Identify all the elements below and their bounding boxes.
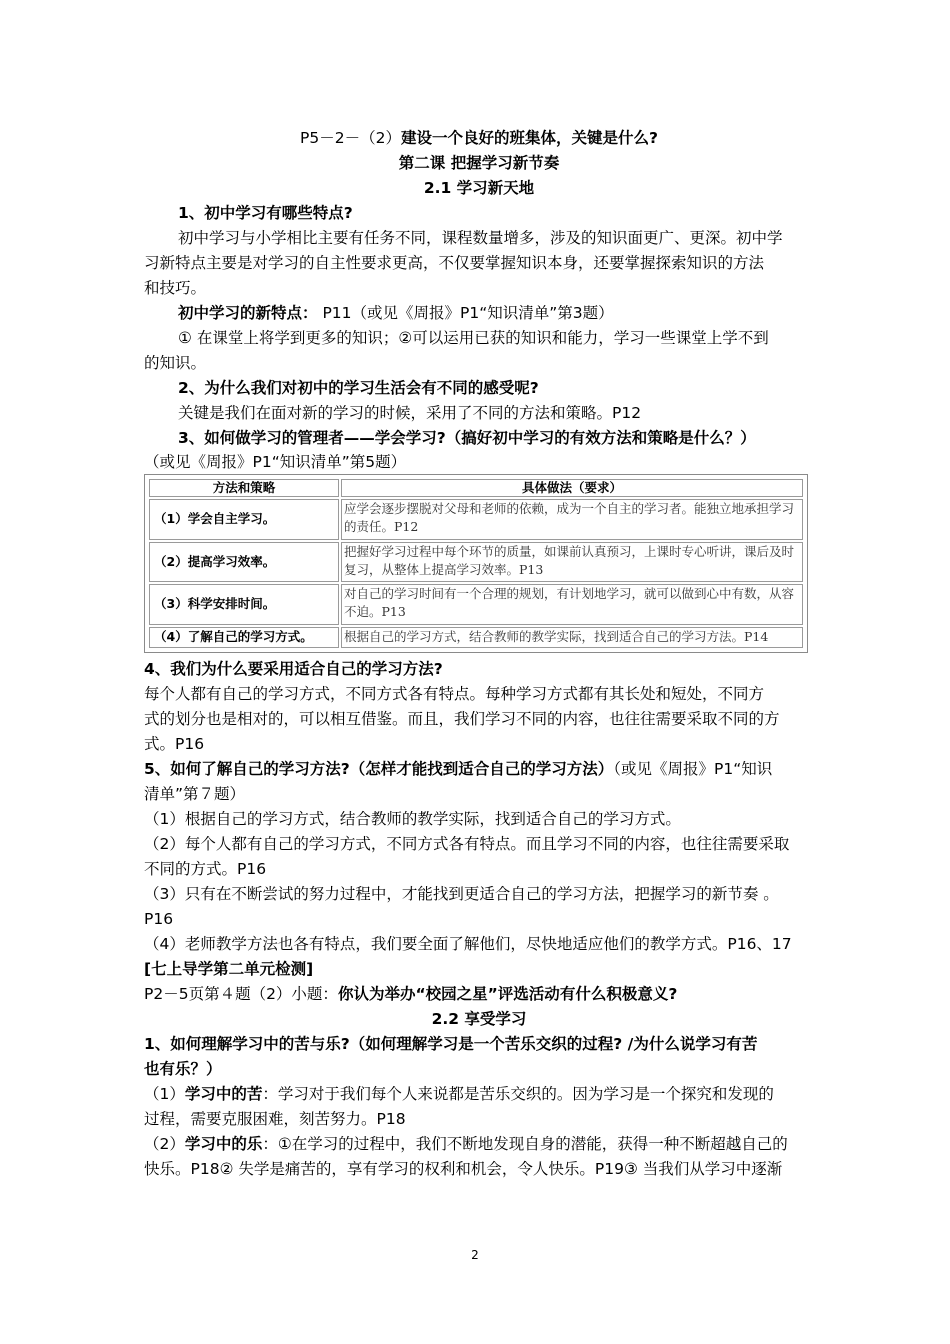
- feature-line: 初中学习的新特点： P11（或见《周报》P1“知识清单”第3题）: [178, 304, 614, 322]
- detail-cell: 对自己的学习时间有一个合理的规划，有计划地学习，就可以做到心中有数，从容不迫。P13: [341, 584, 803, 625]
- table-header: 方法和策略: [149, 479, 339, 497]
- table-row: [149, 499, 803, 540]
- question: 也有乐？）: [144, 1060, 222, 1078]
- section-title: 2.2 享受学习: [431, 1010, 527, 1028]
- paragraph-line: （1）学习中的苦：学习对于我们每个人来说都是苦乐交织的。因为学习是一个探究和发现的: [144, 1085, 774, 1103]
- detail-cell: 根据自己的学习方式，结合教师的教学实际，找到适合自己的学习方法。P14: [341, 627, 803, 648]
- paragraph-line: 和技巧。: [144, 279, 207, 297]
- paragraph-line: （1）根据自己的学习方式，结合教师的教学实际，找到适合自己的学习方式。: [144, 810, 681, 828]
- paragraph-line: （2）每个人都有自己的学习方式，不同方式各有特点。而且学习不同的内容，也往往需要采取: [144, 835, 790, 853]
- lesson-title: 第二课 把握学习新节奏: [398, 154, 560, 172]
- question: 4、我们为什么要采用适合自己的学习方法?: [144, 660, 443, 678]
- paragraph-line: （4）老师教学方法也各有特点，我们要全面了解他们，尽快地适应他们的教学方式。P16、17: [144, 935, 792, 953]
- question: 1、如何理解学习中的苦与乐?（如何理解学习是一个苦乐交织的过程? /为什么说学习有苦: [144, 1035, 758, 1053]
- method-cell: （2）提高学习效率。: [149, 542, 339, 583]
- method-cell: （1）学会自主学习。: [149, 499, 339, 540]
- method-cell: （3）科学安排时间。: [149, 584, 339, 625]
- paragraph-line: 快乐。P18② 失学是痛苦的，享有学习的权利和机会，令人快乐。P19③ 当我们从学习中逐渐: [144, 1160, 783, 1178]
- unit-test-heading: [七上导学第二单元检测]: [144, 960, 314, 978]
- question-line: 5、如何了解自己的学习方法?（怎样才能找到适合自己的学习方法）（或见《周报》P1“知识: [144, 760, 773, 778]
- paragraph-line: 习新特点主要是对学习的自主性要求更高，不仅要掌握知识本身，还要掌握探索知识的方法: [144, 254, 765, 272]
- question: 1、初中学习有哪些特点?: [178, 204, 353, 222]
- method-cell: （4）了解自己的学习方式。: [149, 627, 339, 648]
- paragraph-line: P16: [144, 910, 174, 928]
- paragraph-line: 式。P16: [144, 735, 205, 753]
- paragraph-line: 每个人都有自己的学习方式，不同方式各有特点。每种学习方式都有其长处和短处，不同方: [144, 685, 765, 703]
- methods-table: [144, 474, 808, 653]
- paragraph-line: 过程，需要克服困难，刻苦努力。P18: [144, 1110, 406, 1128]
- paragraph-line: （2）学习中的乐：①在学习的过程中，我们不断地发现自身的潜能，获得一种不断超越自己的: [144, 1135, 788, 1153]
- detail-cell: 把握好学习过程中每个环节的质量，如课前认真预习，上课时专心听讲，课后及时复习，从整体上提高学习效率。P13: [341, 542, 803, 583]
- unit-test-line: P2－5页第４题（2）小题：你认为举办“校园之星”评选活动有什么积极意义?: [144, 985, 678, 1003]
- paragraph-line: 清单”第７题）: [144, 785, 246, 803]
- question: 3、如何做学习的管理者——学会学习?（搞好初中学习的有效方法和策略是什么？）: [178, 429, 756, 447]
- question: 2、为什么我们对初中的学习生活会有不同的感受呢?: [178, 379, 539, 397]
- table-row: [149, 627, 803, 648]
- table-header: 具体做法（要求）: [341, 479, 803, 497]
- table-row: [149, 542, 803, 583]
- heading-line: P5－2－（2）建设一个良好的班集体，关键是什么?: [300, 129, 658, 147]
- table-row: [149, 584, 803, 625]
- page-number: 2: [471, 1248, 479, 1262]
- paragraph-line: （3）只有在不断尝试的努力过程中，才能找到更适合自己的学习方法，把握学习的新节奏 。: [144, 885, 779, 903]
- paragraph-line: （或见《周报》P1“知识清单”第5题）: [144, 453, 407, 471]
- table-header-row: [149, 479, 803, 497]
- paragraph-line: 关键是我们在面对新的学习的时候，采用了不同的方法和策略。P12: [178, 404, 642, 422]
- paragraph-line: 初中学习与小学相比主要有任务不同，课程数量增多，涉及的知识面更广、更深。初中学: [178, 229, 783, 247]
- paragraph-line: ① 在课堂上将学到更多的知识；②可以运用已获的知识和能力，学习一些课堂上学不到: [178, 329, 769, 347]
- section-title: 2.1 学习新天地: [423, 179, 535, 197]
- detail-cell: 应学会逐步摆脱对父母和老师的依赖，成为一个自主的学习者。能独立地承担学习的责任。P12: [341, 499, 803, 540]
- paragraph-line: 不同的方式。P16: [144, 860, 267, 878]
- paragraph-line: 式的划分也是相对的，可以相互借鉴。而且，我们学习不同的内容，也往往需要采取不同的方: [144, 710, 780, 728]
- paragraph-line: 的知识。: [144, 354, 207, 372]
